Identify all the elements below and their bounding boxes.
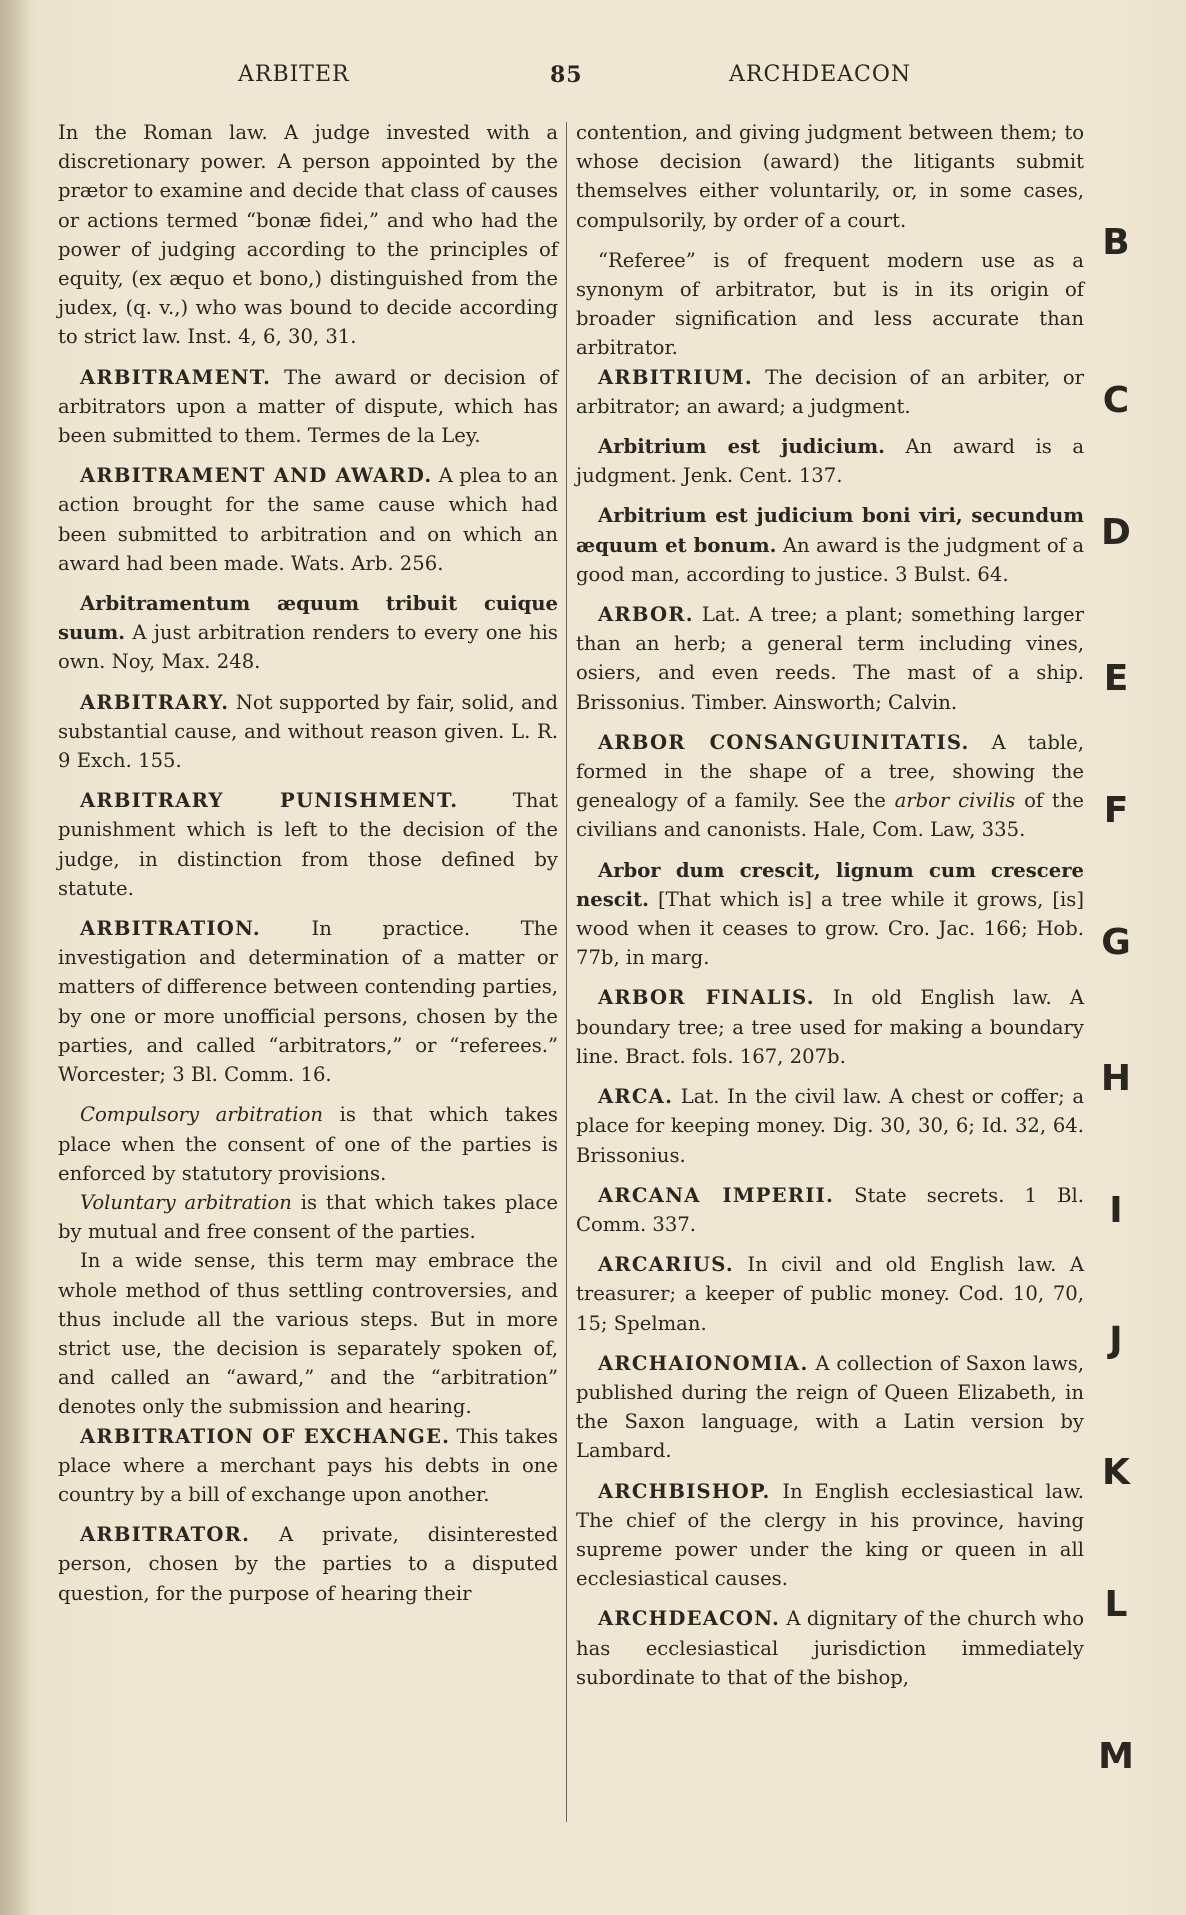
entry-text: The award or decision of arbitrators upon a matter of dispute, which has been submitted to them. Termes de la Ley. xyxy=(58,365,558,448)
dictionary-entry xyxy=(58,461,558,578)
entry-text: “Referee” is of frequent modern use as a synonym of arbitrator, but is in its origin of broader signification and less accurate than arbitrator. xyxy=(576,248,1084,360)
entry-text: The decision of an arbiter, or arbitrator; an award; a judgment. xyxy=(576,365,1084,418)
dictionary-entry xyxy=(576,1181,1084,1239)
entry-text: A dignitary of the church who has ecclesiastical jurisdiction immediately subordinate to that of the bishop, xyxy=(576,1607,1084,1689)
dictionary-entry xyxy=(576,1082,1084,1170)
binding-shadow xyxy=(0,0,30,1915)
italic-term: Compulsory arbitration xyxy=(80,1103,323,1127)
entry-text: Lat. A tree; a plant; something larger than an herb; a general term including vines, osiers, and even reeds. The mast of a ship. Brissonius. Timber. Ainsworth; Calvin. xyxy=(576,603,1084,714)
thumb-tab-g[interactable]: G xyxy=(1101,922,1131,963)
entry-text: In the Roman law. A judge invested with a discretionary power. A person appointed by the prætor to examine and decide that class of causes or actions termed “bonæ fidei,” and who had the power of judging according to the principles of equity, (ex æquo et bono,) distinguished from the judex, (q. v.,) who was bound to decide according to strict law. Inst. 4, 6, 30, 31. xyxy=(58,121,558,349)
dictionary-entry xyxy=(576,1349,1084,1466)
entry-text: A plea to an action brought for the same cause which had been submitted to arbitration and on which an award had been made. Wats. Arb. 256. xyxy=(58,464,558,575)
thumb-index xyxy=(1098,0,1138,1915)
maxim-entry xyxy=(576,432,1084,490)
entry-text: of the civilians and canonists. Hale, Com. Law, 335. xyxy=(576,789,1084,842)
maxim-entry xyxy=(576,501,1084,589)
thumb-tab-k[interactable]: K xyxy=(1102,1452,1130,1493)
entry-text: In civil and old English law. A treasurer; a keeper of public money. Cod. 10, 70, 15; Spelman. xyxy=(576,1253,1084,1335)
header-first-word: ARBITER xyxy=(238,62,350,87)
dictionary-entry xyxy=(576,1477,1084,1594)
entry-text: [That which is] a tree while it grows, [is] wood when it ceases to grow. Cro. Jac. 166; Hob. 77b, in marg. xyxy=(576,887,1084,970)
entry-text: In old English law. A boundary tree; a tree used for making a boundary line. Bract. fols. 167, 207b. xyxy=(576,986,1084,1068)
thumb-tab-j[interactable]: J xyxy=(1109,1320,1123,1361)
headword: ARCHDEACON. xyxy=(598,1607,781,1631)
entry-text: A collection of Saxon laws, published during the reign of Queen Elizabeth, in the Saxon language, with a Latin version by Lambard. xyxy=(576,1351,1084,1463)
entry-text: An award is the judgment of a good man, according to justice. 3 Bulst. 64. xyxy=(576,533,1084,586)
thumb-tab-f[interactable]: F xyxy=(1103,790,1129,831)
headword: ARCHBISHOP. xyxy=(598,1479,771,1503)
headword: ARBITRATOR. xyxy=(80,1523,251,1547)
headword: ARBOR CONSANGUINITATIS. xyxy=(598,730,970,754)
entry-text: A table, formed in the shape of a tree, showing the genealogy of a family. See the xyxy=(576,730,1084,813)
entry-paragraph xyxy=(58,1188,558,1246)
entry-continuation xyxy=(58,118,558,352)
headword: ARBITRIUM. xyxy=(598,365,753,389)
dictionary-entry xyxy=(576,983,1084,1071)
entry-text: In English ecclesiastical law. The chief of the clergy in his province, having supreme power under the king or queen in all ecclesiastical causes. xyxy=(576,1479,1084,1591)
entry-text: This takes place where a merchant pays his debts in one country by a bill of exchange upon another. xyxy=(58,1424,558,1506)
entry-text: is that which takes place when the consent of one of the parties is enforced by statutory provisions. xyxy=(58,1103,558,1185)
dictionary-entry xyxy=(58,363,558,451)
headword: ARBITRAMENT. xyxy=(80,365,272,389)
entry-text: A just arbitration renders to every one his own. Noy, Max. 248. xyxy=(58,621,558,674)
entry-text: Not supported by fair, solid, and substantial cause, and without reason given. L. R. 9 Exch. 155. xyxy=(58,690,558,773)
italic-term: arbor civilis xyxy=(894,789,1016,813)
thumb-tab-d[interactable]: D xyxy=(1101,512,1131,553)
thumb-tab-c[interactable]: C xyxy=(1102,380,1130,421)
thumb-tab-e[interactable]: E xyxy=(1103,658,1129,699)
thumb-tab-h[interactable]: H xyxy=(1100,1058,1132,1099)
dictionary-entry xyxy=(576,1250,1084,1338)
headword: ARBITRATION. xyxy=(80,917,261,941)
dictionary-entry xyxy=(576,363,1084,421)
dictionary-entry xyxy=(58,914,558,1089)
headword: ARBITRAMENT AND AWARD. xyxy=(80,464,433,488)
headword: ARCA. xyxy=(598,1085,674,1109)
thumb-tab-l[interactable]: L xyxy=(1104,1584,1128,1625)
entry-paragraph xyxy=(58,1100,558,1188)
dictionary-entry xyxy=(576,728,1084,845)
headword: ARBOR. xyxy=(598,603,694,627)
entry-text: In practice. The investigation and determination of a matter or matters of difference between contending parties, by one or more unofficial persons, chosen by the parties, and called “arbitrators,” or “referees.” Worcester; 3 Bl. Comm. 16. xyxy=(58,917,558,1087)
headword: ARBOR FINALIS. xyxy=(598,986,815,1010)
page-number: 85 xyxy=(550,62,583,88)
entry-continuation xyxy=(576,118,1084,235)
headword: ARCHAIONOMIA. xyxy=(598,1351,809,1375)
maxim-entry xyxy=(58,589,558,677)
entry-text: An award is a judgment. Jenk. Cent. 137. xyxy=(576,435,1085,488)
maxim-entry xyxy=(576,856,1084,973)
dictionary-entry xyxy=(58,1520,558,1608)
dictionary-entry xyxy=(58,688,558,776)
dictionary-entry xyxy=(58,786,558,903)
maxim-text: Arbor dum crescit, lignum cum crescere nescit. xyxy=(576,858,1084,911)
column-rule xyxy=(566,122,567,1822)
entry-text: is that which takes place by mutual and free consent of the parties. xyxy=(58,1190,558,1244)
dictionary-entry xyxy=(58,1422,558,1510)
entry-text: Lat. In the civil law. A chest or coffer; a place for keeping money. Dig. 30, 30, 6; Id. 32, 64. Brissonius. xyxy=(576,1085,1084,1167)
header-last-word: ARCHDEACON xyxy=(729,62,912,87)
entry-text: In a wide sense, this term may embrace the whole method of thus settling controversies, and thus include all the various steps. But in more strict use, the decision is separately spoken of, and called an “award,” and the “arbitration” denotes only the submission and hearing. xyxy=(58,1249,558,1419)
dictionary-entry xyxy=(576,600,1084,717)
maxim-text: Arbitrium est judicium. xyxy=(598,435,885,459)
entry-text: That punishment which is left to the decision of the judge, in distinction from those defined by statute. xyxy=(58,789,558,900)
headword: ARBITRARY PUNISHMENT. xyxy=(80,789,459,813)
entry-text: A private, disinterested person, chosen by the parties to a disputed question, for the purpose of hearing their xyxy=(58,1523,558,1605)
thumb-tab-i[interactable]: I xyxy=(1109,1190,1123,1231)
maxim-text: Arbitrium est judicium boni viri, secundum æquum et bonum. xyxy=(576,504,1084,557)
headword: ARBITRATION OF EXCHANGE. xyxy=(80,1424,451,1448)
entry-text: contention, and giving judgment between them; to whose decision (award) the litigants submit themselves either voluntarily, or, in some cases, compulsorily, by order of a court. xyxy=(576,121,1084,232)
thumb-tab-m[interactable]: M xyxy=(1098,1736,1134,1777)
entry-text: State secrets. 1 Bl. Comm. 337. xyxy=(576,1183,1084,1236)
entry-paragraph xyxy=(576,246,1084,363)
maxim-text: Arbitramentum æquum tribuit cuique suum. xyxy=(58,592,558,645)
dictionary-entry xyxy=(576,1604,1084,1692)
running-header xyxy=(60,62,1120,92)
headword: ARCANA IMPERII. xyxy=(598,1183,835,1207)
headword: ARBITRARY. xyxy=(80,690,230,714)
italic-term: Voluntary arbitration xyxy=(80,1190,292,1214)
entry-paragraph xyxy=(58,1246,558,1421)
thumb-tab-b[interactable]: B xyxy=(1102,222,1130,263)
left-column xyxy=(58,118,558,1619)
right-column xyxy=(576,118,1084,1703)
headword: ARCARIUS. xyxy=(598,1253,734,1277)
